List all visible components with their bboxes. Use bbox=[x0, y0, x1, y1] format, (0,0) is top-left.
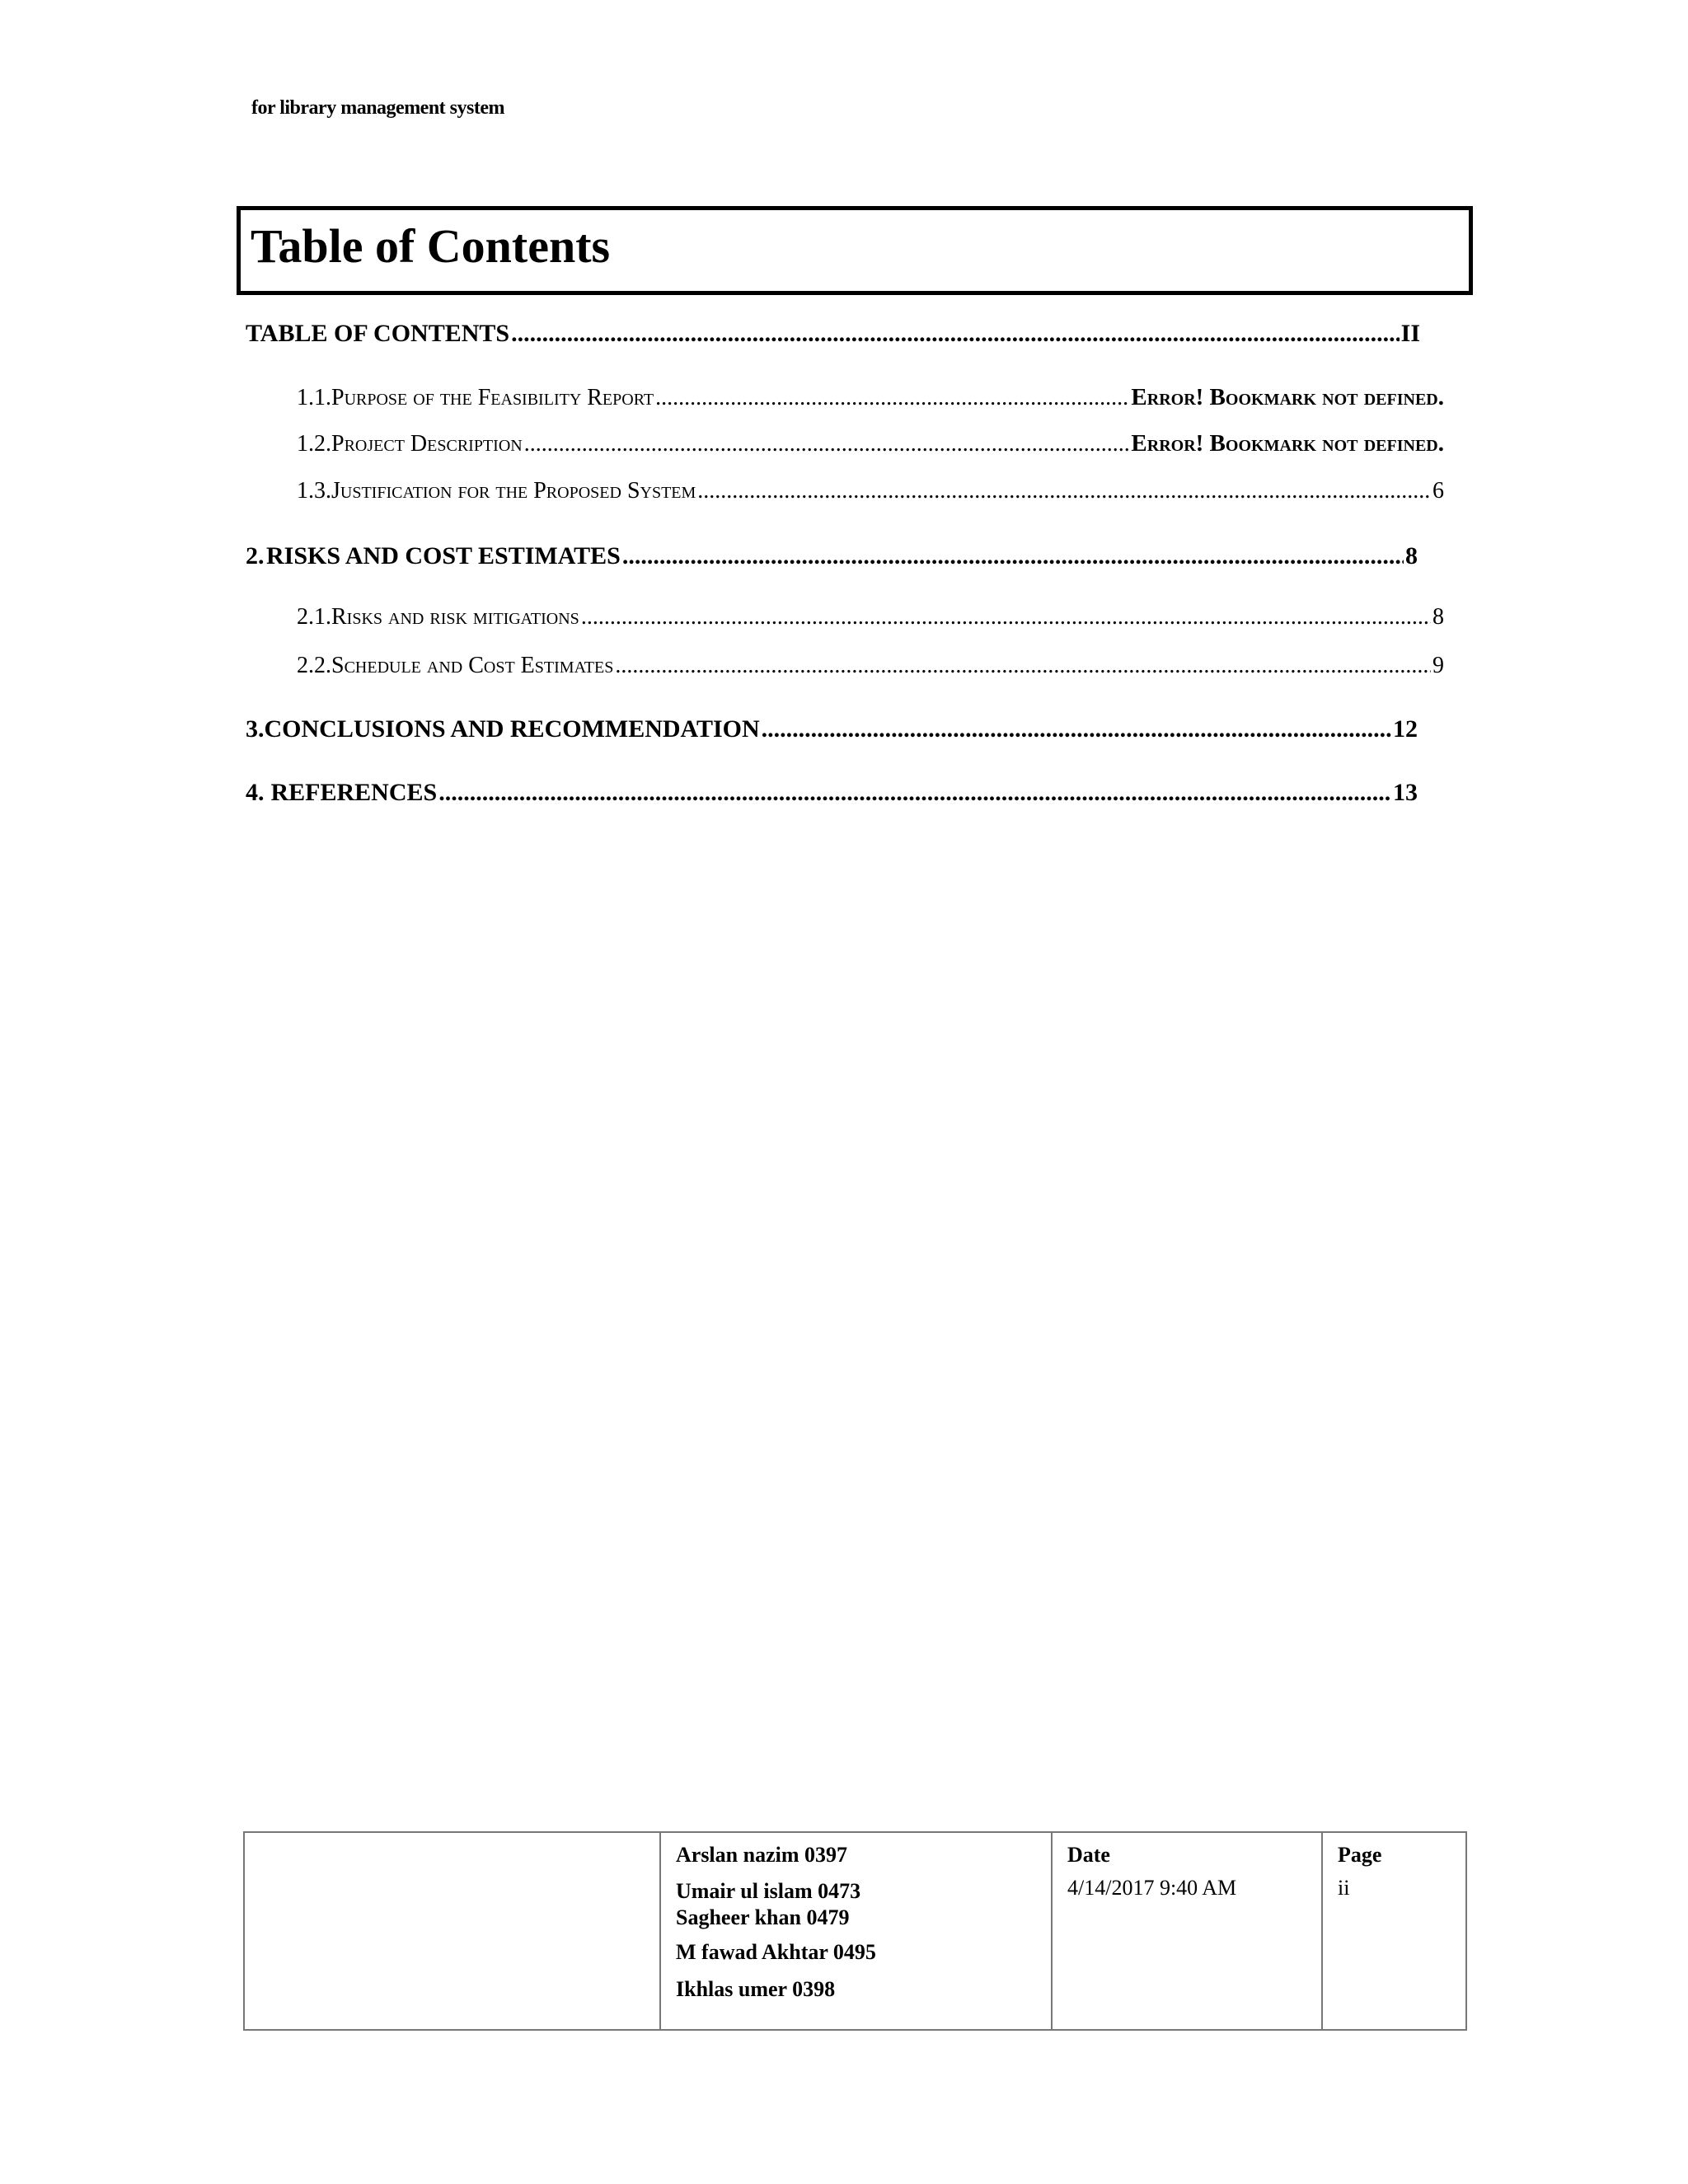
dot-leader bbox=[655, 385, 1129, 411]
page-label: Page bbox=[1338, 1843, 1382, 1867]
toc-entry-page: II bbox=[1400, 320, 1420, 347]
document-header: for library management system bbox=[251, 97, 504, 119]
toc-entry-risks-and-cost[interactable] bbox=[246, 542, 1418, 570]
toc-entry-number: 4. bbox=[246, 779, 265, 806]
toc-entry-number: 1.1. bbox=[297, 385, 331, 410]
footer-table bbox=[243, 1831, 1467, 2031]
date-value: 4/14/2017 9:40 AM bbox=[1067, 1876, 1237, 1900]
toc-entry-page: 8 bbox=[1432, 604, 1444, 630]
toc-entry-text: TABLE OF CONTENTS bbox=[246, 320, 510, 347]
toc-entry-references[interactable] bbox=[246, 779, 1418, 807]
toc-entry-conclusions[interactable] bbox=[246, 715, 1418, 743]
author-name: Ikhlas umer 0398 bbox=[676, 1977, 836, 2001]
toc-entry-text: Project Description bbox=[331, 431, 523, 457]
toc-entry-number: 1.3. bbox=[297, 478, 331, 504]
toc-entry-number: 2.2. bbox=[297, 653, 331, 678]
toc-entry-number: 1.2. bbox=[297, 431, 331, 457]
toc-entry-number: 2. bbox=[246, 542, 265, 569]
toc-entry-text: CONCLUSIONS AND RECOMMENDATION bbox=[264, 715, 760, 743]
dot-leader bbox=[581, 604, 1431, 630]
toc-entry-text: Justification for the Proposed System bbox=[331, 478, 696, 504]
toc-entry-number: 3. bbox=[246, 715, 265, 743]
toc-entry-text: Purpose of the Feasibility Report bbox=[331, 385, 654, 410]
toc-entry-page: 8 bbox=[1405, 542, 1418, 569]
dot-leader bbox=[697, 478, 1431, 504]
dot-leader bbox=[622, 542, 1404, 570]
toc-entry-page: Error! Bookmark not defined. bbox=[1131, 384, 1444, 410]
date-label: Date bbox=[1067, 1843, 1110, 1867]
footer-cell-empty bbox=[245, 1833, 661, 2029]
dot-leader bbox=[511, 320, 1400, 348]
page-value: ii bbox=[1338, 1876, 1350, 1900]
dot-leader bbox=[615, 653, 1431, 679]
footer-cell-date bbox=[1053, 1833, 1323, 2029]
toc-entry-text: REFERENCES bbox=[270, 779, 438, 806]
toc-entry-text: Risks and risk mitigations bbox=[331, 604, 579, 630]
dot-leader bbox=[438, 779, 1391, 807]
toc-entry-project-description[interactable] bbox=[297, 430, 1444, 457]
footer-cell-page bbox=[1323, 1833, 1465, 2029]
footer-cell-authors bbox=[661, 1833, 1053, 2029]
toc-entry-risk-mitigations[interactable] bbox=[297, 604, 1444, 630]
toc-entry-number: 2.1. bbox=[297, 604, 331, 630]
toc-entry-page: 6 bbox=[1432, 478, 1444, 504]
author-name: Sagheer khan 0479 bbox=[676, 1905, 850, 1929]
toc-entry-table-of-contents[interactable] bbox=[246, 320, 1420, 348]
toc-entry-text: Schedule and Cost Estimates bbox=[331, 653, 614, 678]
toc-title: Table of Contents bbox=[251, 219, 611, 273]
author-name: Arslan nazim 0397 bbox=[676, 1843, 847, 1867]
author-name: M fawad Akhtar 0495 bbox=[676, 1940, 876, 1964]
dot-leader bbox=[524, 431, 1130, 457]
author-name: Umair ul islam 0473 bbox=[676, 1879, 861, 1903]
toc-title-box bbox=[237, 206, 1473, 295]
toc-entry-page: 12 bbox=[1393, 715, 1418, 743]
toc-entry-text: RISKS AND COST ESTIMATES bbox=[265, 542, 621, 569]
toc-entry-purpose[interactable] bbox=[297, 384, 1444, 411]
toc-entry-schedule-cost[interactable] bbox=[297, 653, 1444, 679]
toc-entry-justification[interactable] bbox=[297, 478, 1444, 504]
toc-entry-page: 13 bbox=[1393, 779, 1418, 806]
dot-leader bbox=[762, 715, 1391, 743]
toc-entry-page: Error! Bookmark not defined. bbox=[1131, 430, 1444, 457]
toc-entry-page: 9 bbox=[1432, 653, 1444, 678]
